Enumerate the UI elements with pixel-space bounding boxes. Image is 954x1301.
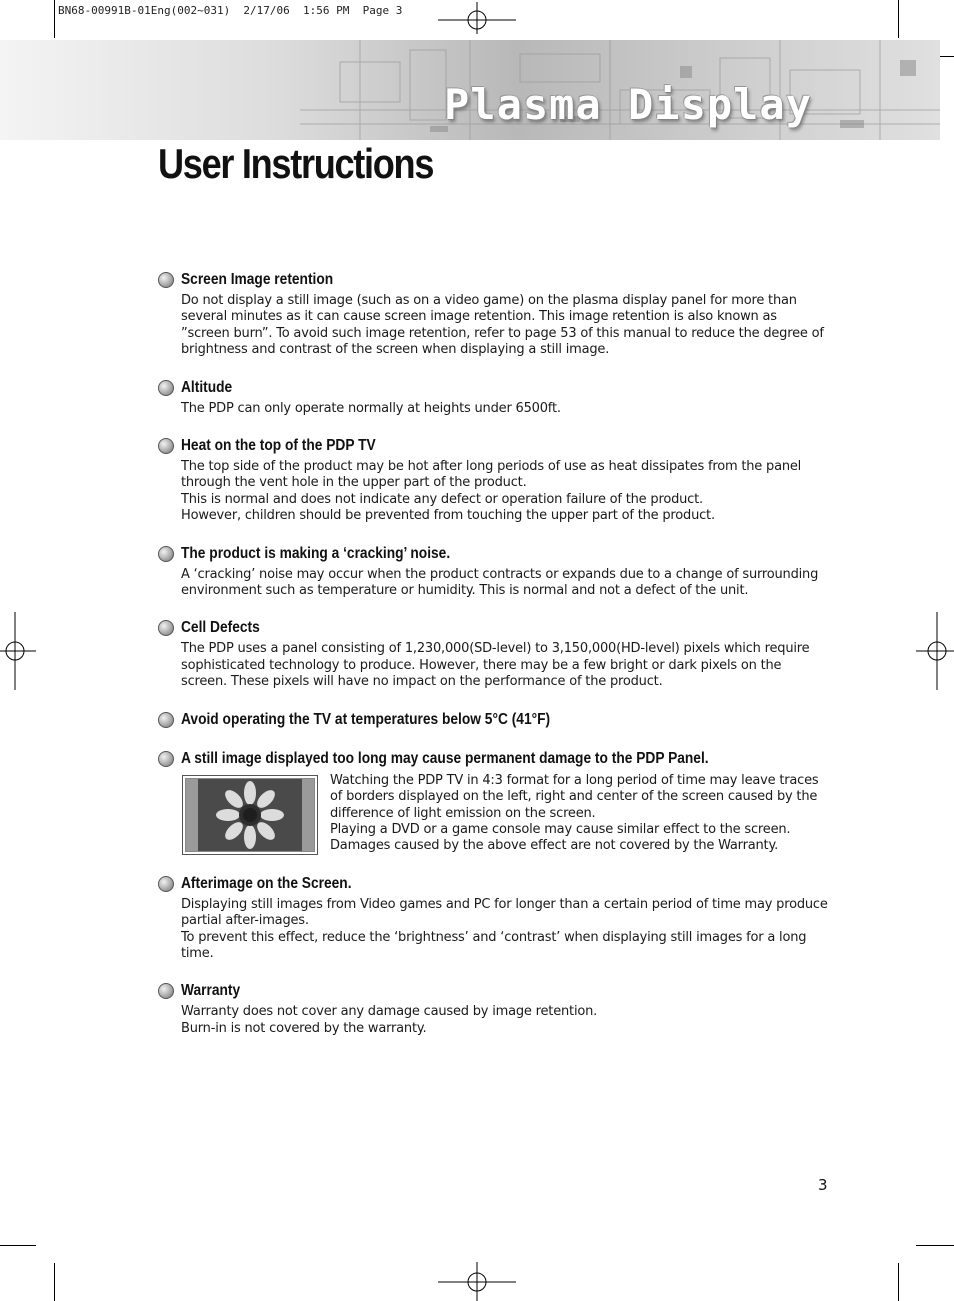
bullet-icon — [158, 438, 174, 454]
paragraph: The PDP can only operate normally at heights under 6500ft. — [181, 400, 561, 416]
paragraph: Do not display a still image (such as on a video game) on the plasma display panel for more than several minutes as it can cause screen image retention. This image retention is also known as ”screen burn”. To avoid such image retention, refer to page 53 of this manual to reduce the degree of brightness and contrast of the screen when displaying a still image. — [181, 293, 824, 358]
bullet-icon — [158, 983, 174, 999]
section-cell-defects — [158, 618, 828, 690]
section-heading-text: Heat on the top of the PDP TV — [181, 437, 376, 455]
bullet-icon — [158, 272, 174, 288]
print-slug: BN68-00991B-01Eng(002~031) 2/17/06 1:56 PM Page 3 — [58, 4, 403, 17]
brand-title: Plasma Display — [444, 80, 813, 129]
section-heading — [158, 710, 828, 730]
sunflower-image — [185, 778, 315, 852]
section-body — [181, 401, 828, 417]
section-heading-text: Cell Defects — [181, 619, 260, 637]
section-warranty — [158, 981, 828, 1037]
burn-in-example-image — [182, 775, 318, 855]
crop-mark — [54, 1263, 55, 1301]
section-heading-text: Avoid operating the TV at temperatures below 5°C (41°F) — [181, 710, 551, 728]
bullet-icon — [158, 546, 174, 562]
page-number: 3 — [818, 1176, 828, 1194]
section-heading — [158, 618, 828, 638]
section-body — [181, 897, 828, 963]
registration-mark-icon — [438, 0, 516, 34]
section-altitude — [158, 378, 828, 417]
paragraph: A ‘cracking’ noise may occur when the product contracts or expands due to a change of surrounding environment such as temperature or humidity. This is normal and not a defect of the unit. — [181, 566, 819, 599]
instructions-content — [158, 270, 828, 1056]
page-title: User Instructions — [158, 140, 434, 187]
section-afterimage — [158, 874, 828, 963]
crop-mark — [916, 1245, 954, 1246]
paragraph: Warranty does not cover any damage caused by image retention. — [181, 1004, 598, 1020]
section-heading-text: Afterimage on the Screen. — [181, 874, 352, 892]
section-body — [181, 293, 828, 359]
paragraph: Burn-in is not covered by the warranty. — [181, 1020, 427, 1036]
paragraph: Playing a DVD or a game console may cause similar effect to the screen. — [330, 821, 791, 837]
section-body — [181, 1004, 828, 1037]
section-screen-image-retention — [158, 270, 828, 359]
section-body — [330, 773, 828, 855]
section-heading-text: Screen Image retention — [181, 271, 334, 288]
bullet-icon — [158, 380, 174, 396]
paragraph: To prevent this effect, reduce the ‘brightness’ and ‘contrast’ when displaying still images for a long time. — [181, 929, 807, 961]
section-heading-text: The product is making a ‘cracking’ noise. — [181, 544, 451, 562]
crop-mark — [0, 1245, 36, 1246]
bullet-icon — [158, 876, 174, 892]
section-heading — [158, 436, 828, 456]
paragraph: This is normal and does not indicate any defect or operation failure of the product. — [181, 491, 703, 507]
section-still-image-damage — [158, 749, 828, 855]
section-heading — [158, 378, 828, 398]
section-cracking-noise — [158, 544, 828, 600]
paragraph: The PDP uses a panel consisting of 1,230,000(SD-level) to 3,150,000(HD-level) pixels which require sophisticated technology to produce. However, there may be a few bright or dark pixels on the screen. These pixels will have no impact on the performance of the product. — [181, 641, 810, 690]
bullet-icon — [158, 712, 174, 728]
section-heading — [158, 981, 828, 1001]
section-heading — [158, 749, 828, 769]
registration-mark-icon — [916, 612, 954, 690]
crop-mark — [54, 0, 55, 38]
section-heat — [158, 436, 828, 525]
paragraph: Damages caused by the above effect are not covered by the Warranty. — [330, 838, 779, 854]
section-heading — [158, 270, 828, 290]
paragraph: Displaying still images from Video games and PC for longer than a certain period of time may produce partial after-images. — [181, 896, 828, 929]
section-body — [181, 567, 828, 600]
section-heading-text: Warranty — [181, 982, 241, 1000]
section-heading — [158, 544, 828, 564]
paragraph: The top side of the product may be hot after long periods of use as heat dissipates from the panel through the vent hole in the upper part of the product. — [181, 459, 802, 491]
registration-mark-icon — [438, 1262, 516, 1301]
section-heading — [158, 874, 828, 894]
section-temperature — [158, 710, 828, 730]
section-heading-text: A still image displayed too long may cause permanent damage to the PDP Panel. — [181, 749, 709, 767]
paragraph: However, children should be prevented from touching the upper part of the product. — [181, 508, 715, 524]
registration-mark-icon — [0, 612, 36, 690]
section-body — [181, 641, 828, 690]
bullet-icon — [158, 620, 174, 636]
section-body — [181, 459, 828, 525]
section-heading-text: Altitude — [181, 378, 233, 396]
section-body-with-image — [182, 773, 828, 855]
paragraph: Watching the PDP TV in 4:3 format for a long period of time may leave traces of borders displayed on the left, right and center of the screen caused by the difference of light emission on the screen. — [330, 772, 819, 821]
crop-mark — [898, 0, 899, 38]
crop-mark — [898, 1263, 899, 1301]
bullet-icon — [158, 751, 174, 767]
